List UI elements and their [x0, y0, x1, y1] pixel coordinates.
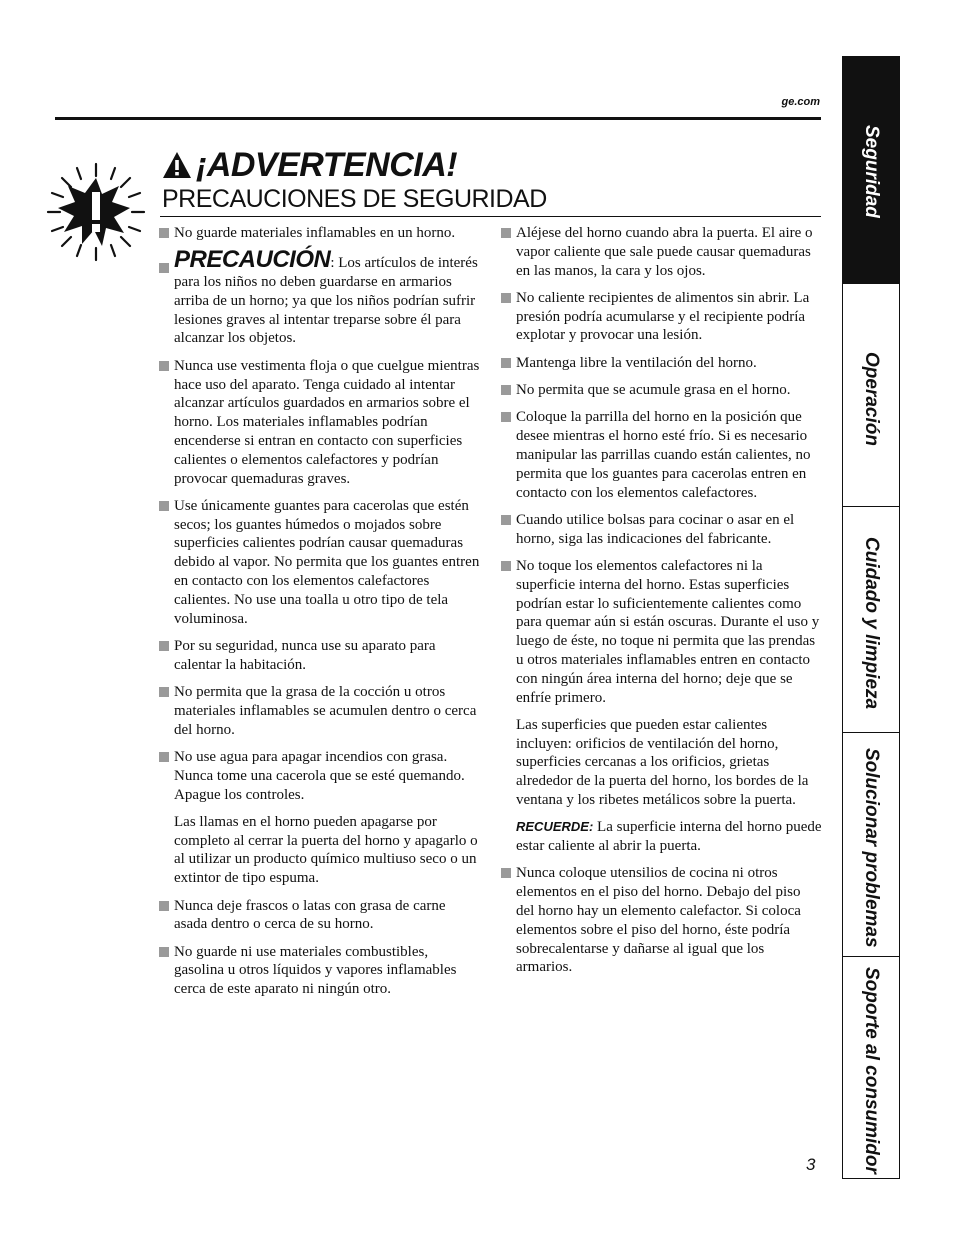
paragraph: Las llamas en el horno pueden apagarse por completo al cerrar la puerta del horno y apagarlo o al utilizar un producto químico multiuso seco o un extintor de tipo espuma.: [174, 813, 478, 887]
right-column: [500, 224, 822, 986]
reminder-label: RECUERDE:: [516, 819, 594, 835]
list-item: Aléjese del horno cuando abra la puerta. El aire o vapor caliente que sale puede causar quemaduras en las manos, la cara y los ojos.: [500, 224, 822, 280]
tab-cuidado-y-limpieza[interactable]: Cuidado y limpieza: [843, 506, 899, 733]
bullet-square-icon: [159, 361, 169, 371]
title-text: ¡ADVERTENCIA!: [196, 146, 458, 184]
bullet-square-icon: [501, 868, 511, 878]
bullet-square-icon: [159, 263, 169, 273]
bullet-square-icon: [159, 687, 169, 697]
tab-operacion[interactable]: Operación: [843, 283, 899, 507]
bullet-square-icon: [501, 561, 511, 571]
bullet-square-icon: [159, 501, 169, 511]
reminder-text: La superficie interna del horno puede estar caliente al abrir la puerta.: [516, 819, 822, 855]
list-item: Nunca coloque utensilios de cocina ni otros elementos en el piso del horno. Debajo del piso del horno hay un elemento calefactor. Si coloca elementos sobre el piso del horno, éste podría sobrecalentarse y dañarse al igual que los armarios.: [500, 864, 822, 977]
title-block: [162, 146, 547, 213]
list-item: Use únicamente guantes para cacerolas que estén secos; los guantes húmedos o mojados sobre superficies calientes podrían causar quemaduras debido al vapor. No permita que los guantes entren en contacto con los elementos calefactores calientes. No use una toalla u otro tipo de tela voluminosa.: [158, 497, 480, 629]
bullet-square-icon: [159, 901, 169, 911]
bullet-square-icon: [501, 293, 511, 303]
list-item: No permita que la grasa de la cocción u otros materiales inflamables se acumulen dentro o cerca del horno.: [158, 683, 480, 739]
tab-soporte-al-consumidor[interactable]: Soporte al consumidor: [843, 956, 899, 1179]
title-rule: [160, 216, 821, 217]
list-item: No permita que se acumule grasa en el horno.: [500, 381, 822, 400]
list-item: Nunca use vestimenta floja o que cuelgue mientras hace uso del aparato. Tenga cuidado al intentar alcanzar artículos guardados en armarios sobre el horno. Los materiales inflamables podrían encenderse si entran en contacto con superficies calientes o elementos calefactores y podrían provocar quemaduras graves.: [158, 357, 480, 489]
bullet-square-icon: [501, 228, 511, 238]
reminder-paragraph: [500, 818, 822, 856]
caution-label: PRECAUCIÓN: [174, 246, 331, 274]
caution-item: [158, 246, 480, 348]
bullet-square-icon: [501, 515, 511, 525]
list-item: Cuando utilice bolsas para cocinar o asar en el horno, siga las indicaciones del fabricante.: [500, 511, 822, 549]
list-item: No use agua para apagar incendios con grasa. Nunca tome una cacerola que se esté quemando. Apague los controles.: [158, 748, 480, 804]
list-item: No guarde ni use materiales combustibles, gasolina u otros líquidos y vapores inflamables cerca de este aparato ni ningún otro.: [158, 943, 480, 999]
tab-seguridad[interactable]: Seguridad: [843, 57, 899, 283]
warning-burst-icon: [44, 160, 148, 264]
list-item: Nunca deje frascos o latas con grasa de carne asada dentro o cerca de su horno.: [158, 897, 480, 935]
header-rule: [55, 117, 821, 120]
list-item: Coloque la parrilla del horno en la posición que desee mientras el horno esté frío. Si es necesario manipular las parrillas cuando están calientes, no permita que los guantes para cacerolas entren en contacto con los elementos calefactores.: [500, 408, 822, 502]
warning-triangle-icon: [162, 151, 192, 179]
caution-text: : Los artículos de interés para los niños no deben guardarse en armarios arriba de un horno; ya que los niños podrían sufrir lesiones graves al intentar treparse sobre él para alcanzar los objetos.: [174, 255, 478, 347]
list-item: Mantenga libre la ventilación del horno.: [500, 354, 822, 373]
bullet-square-icon: [159, 752, 169, 762]
list-item: No guarde materiales inflamables en un horno.: [158, 224, 480, 243]
bullet-square-icon: [501, 358, 511, 368]
list-item: No toque los elementos calefactores ni la superficie interna del horno. Estas superficies podrían estar lo suficientemente calientes como para quemar aún si están oscuras. Durante el uso y luego de éste, no toque ni permita que las prendas u otros materiales inflamables entren en contacto con ningún área interna del horno; deje que se enfríe primero.: [500, 557, 822, 707]
list-item: No caliente recipientes de alimentos sin abrir. La presión podría acumularse y el recipiente podría explotar y provocar una lesión.: [500, 289, 822, 345]
page-subtitle: PRECAUCIONES DE SEGURIDAD: [162, 185, 547, 213]
bullet-square-icon: [159, 641, 169, 651]
bullet-square-icon: [501, 412, 511, 422]
site-url: ge.com: [781, 96, 820, 108]
page-number: 3: [806, 1155, 816, 1174]
list-item: Por su seguridad, nunca use su aparato para calentar la habitación.: [158, 637, 480, 675]
section-tabs: [842, 56, 900, 1179]
tab-solucionar-problemas[interactable]: Solucionar problemas: [843, 732, 899, 957]
left-column: [158, 224, 480, 1007]
bullet-square-icon: [159, 228, 169, 238]
bullet-square-icon: [159, 947, 169, 957]
paragraph: Las superficies que pueden estar calientes incluyen: orificios de ventilación del horno, superficies cercanas a los orificios, grietas alrededor de la puerta del horno, los bordes de la ventana y los ribetes metálicos sobre la puerta.: [516, 716, 809, 809]
page-title: [162, 146, 547, 184]
bullet-square-icon: [501, 385, 511, 395]
